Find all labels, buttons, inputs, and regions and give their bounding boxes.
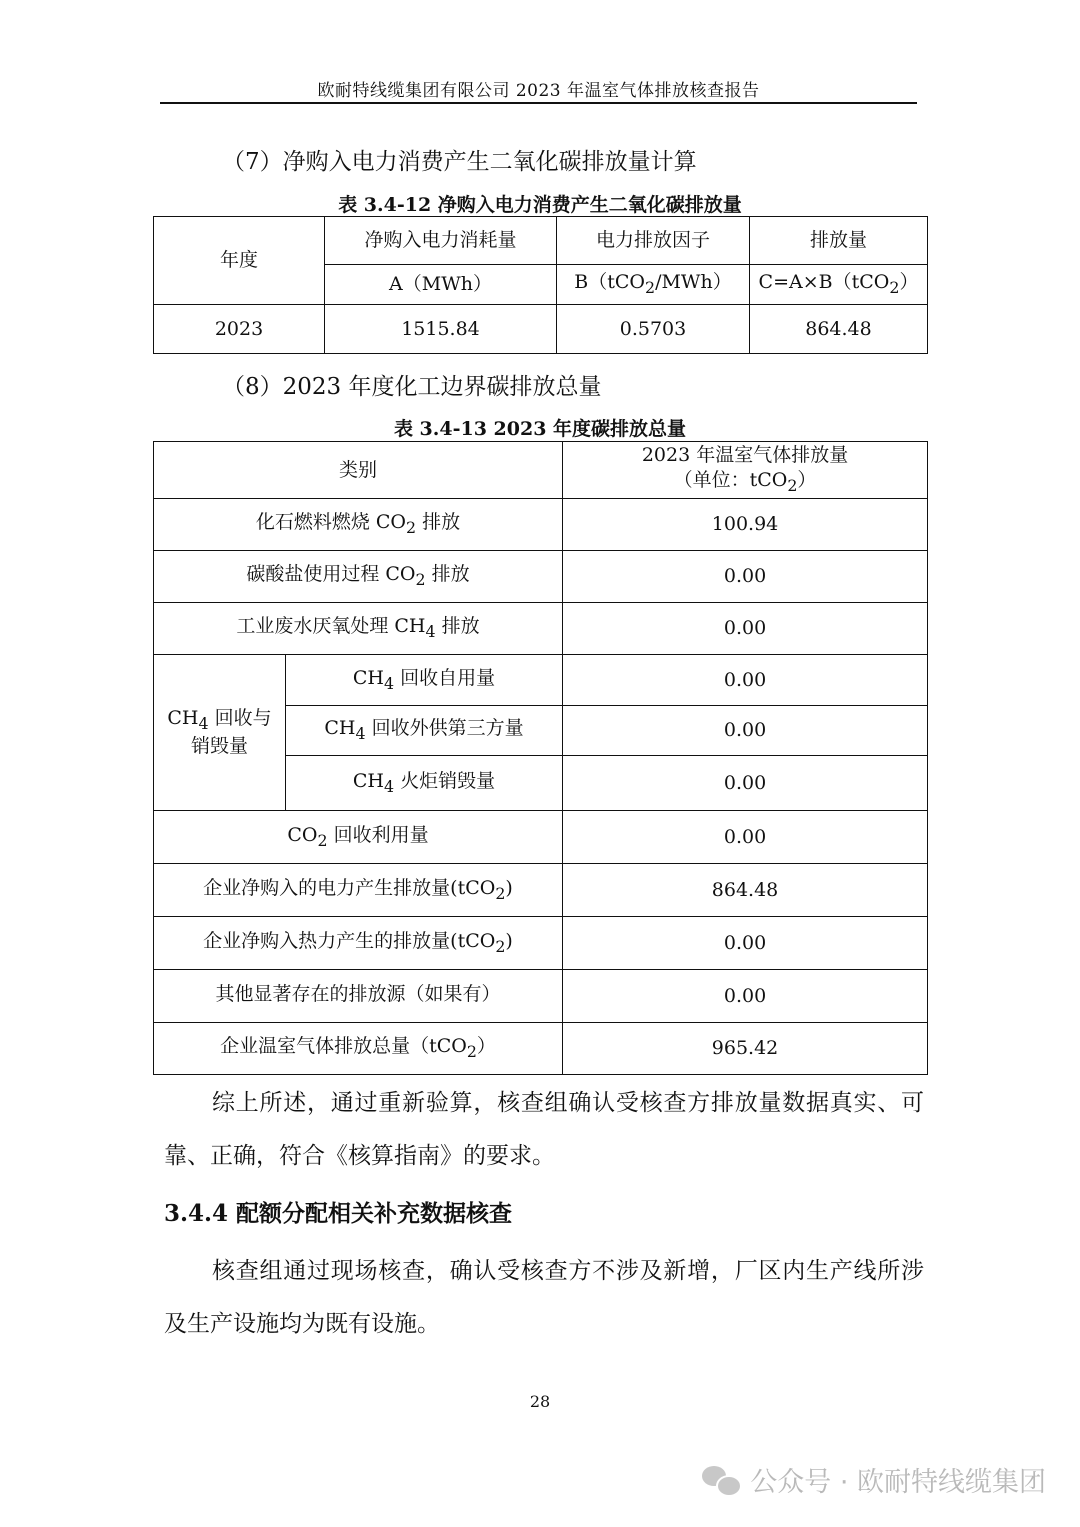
row-emission: 864.48 [750, 305, 928, 354]
conclusion-paragraph: 综上所述，通过重新验算，核查组确认受核查方排放量数据真实、可靠、正确，符合《核算指南》的要求。 [164, 1090, 924, 1169]
row-value: 0.00 [563, 655, 928, 706]
row-value: 0.00 [563, 811, 928, 864]
section-3-4-4-title: 3.4.4 配额分配相关补充数据核查 [164, 1200, 513, 1227]
ch4-group-label: $CH_4$ 回收与 销毁量 [154, 655, 286, 811]
section-7-title: （7）净购入电力消费产生二氧化碳排放量计算 [222, 149, 697, 175]
row-value: 0.00 [563, 917, 928, 970]
section-3-4-4-paragraph: 核查组通过现场核查，确认受核查方不涉及新增，厂区内生产线所涉及生产设施均为既有设施。 [164, 1258, 924, 1337]
row-label: $CH_4$ 回收外供第三方量 [286, 706, 563, 756]
col-emission-header: 排放量 [750, 217, 928, 265]
col-year-header: 年度 [154, 217, 325, 305]
electricity-emission-table [153, 216, 928, 354]
wechat-icon [702, 1464, 740, 1496]
row-value: 0.00 [563, 603, 928, 655]
row-label: $CH_4$ 回收自用量 [286, 655, 563, 706]
col-value-header: 2023 年温室气体排放量 （单位：tCO$_2$） [563, 442, 928, 499]
row-value: 0.00 [563, 970, 928, 1023]
col-factor-header: 电力排放因子 [557, 217, 750, 265]
row-factor: 0.5703 [557, 305, 750, 354]
watermark [702, 1460, 1046, 1499]
row-label: 企业净购入热力产生的排放量(tCO$_2$) [154, 917, 563, 970]
col-category-header: 类别 [154, 442, 563, 499]
row-label: $CH_4$ 火炬销毁量 [286, 756, 563, 811]
row-label: 企业净购入的电力产生排放量(tCO$_2$) [154, 864, 563, 917]
unit-b: B（tCO$_2$/MWh） [557, 265, 750, 305]
row-value: 0.00 [563, 551, 928, 603]
report-header: 欧耐特线缆集团有限公司 2023 年温室气体排放核查报告 [317, 81, 760, 101]
row-electricity: 1515.84 [325, 305, 557, 354]
row-year: 2023 [154, 305, 325, 354]
page-number: 28 [529, 1392, 551, 1411]
total-emission-table [153, 441, 928, 1075]
col-electricity-header: 净购入电力消耗量 [325, 217, 557, 265]
section-8-title: （8）2023 年度化工边界碳排放总量 [222, 374, 602, 400]
row-value: 0.00 [563, 706, 928, 756]
table-2-caption: 表 3.4-13 2023 年度碳排放总量 [393, 418, 687, 440]
header-divider [160, 102, 917, 104]
watermark-text: 公众号 · 欧耐特线缆集团 [750, 1467, 1046, 1498]
row-label: 碳酸盐使用过程 $CO_2$ 排放 [154, 551, 563, 603]
row-value: 864.48 [563, 864, 928, 917]
row-label: 工业废水厌氧处理 $CH_4$ 排放 [154, 603, 563, 655]
unit-c: C=A×B（tCO$_2$） [750, 265, 928, 305]
row-label-total: 企业温室气体排放总量（tCO$_2$） [154, 1023, 563, 1075]
row-value: 0.00 [563, 756, 928, 811]
row-label: $CO_2$ 回收利用量 [154, 811, 563, 864]
row-label: 其他显著存在的排放源（如果有） [154, 970, 563, 1023]
row-value: 100.94 [563, 499, 928, 551]
row-value-total: 965.42 [563, 1023, 928, 1075]
table-1-caption: 表 3.4-12 净购入电力消费产生二氧化碳排放量 [338, 194, 742, 216]
unit-a: A（MWh） [325, 265, 557, 305]
row-label: 化石燃料燃烧 $CO_2$ 排放 [154, 499, 563, 551]
